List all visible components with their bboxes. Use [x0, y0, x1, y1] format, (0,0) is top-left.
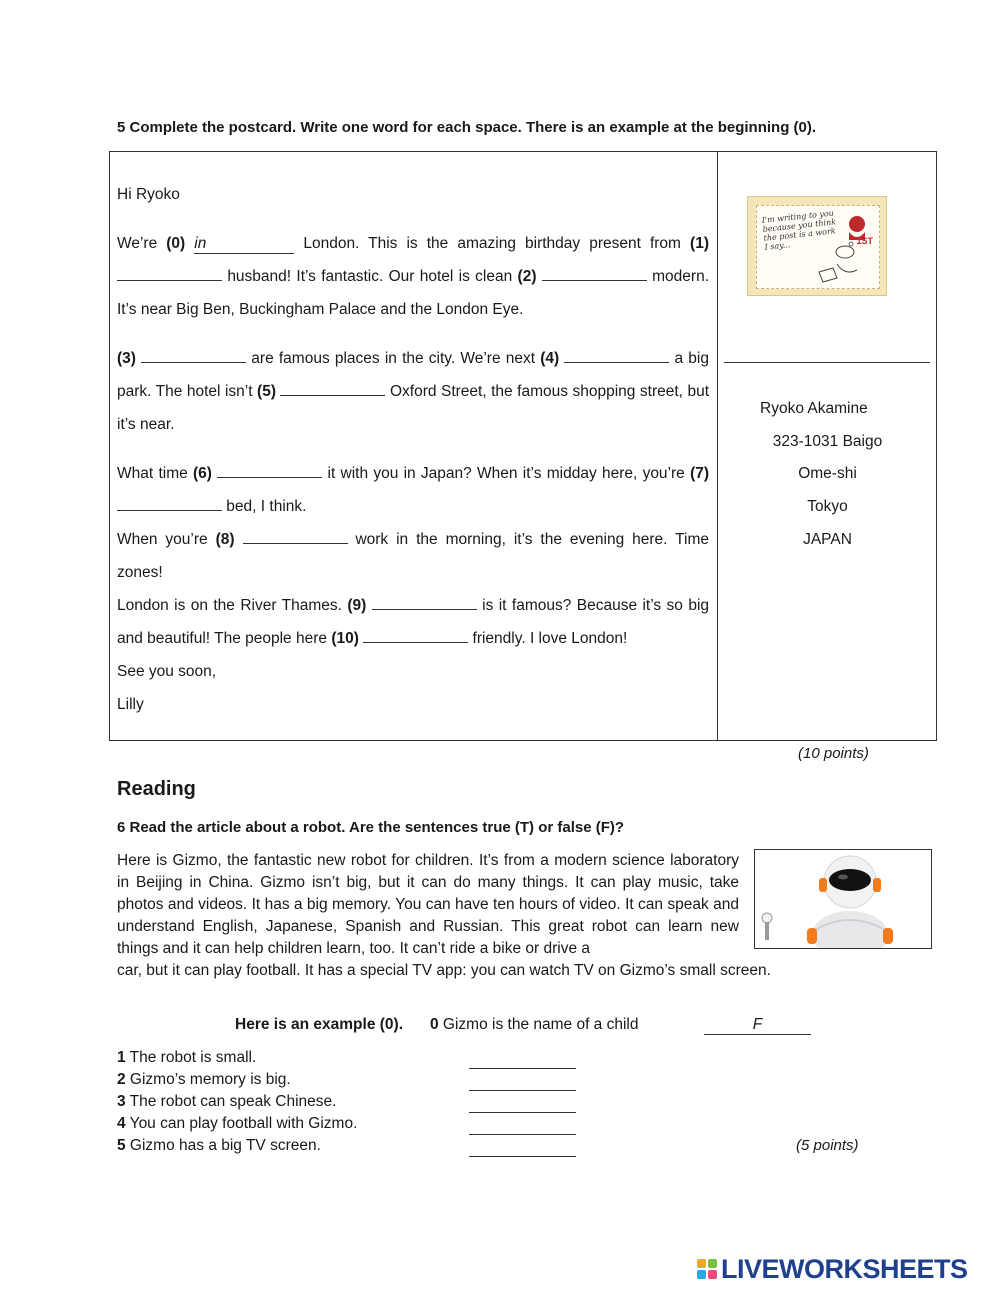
- article-text-last-line: car, but it can play football. It has a special TV app: you can watch TV on Gizmo’s small screen.: [117, 962, 771, 979]
- robot-image: [754, 849, 932, 949]
- postcard-paragraph-2: (3) are famous places in the city. We’re next (4) a big park. The hotel isn’t (5) Oxford Street, the famous shopping street, but it’s near.: [117, 342, 709, 441]
- blank-4[interactable]: [564, 344, 669, 363]
- blank-3[interactable]: [141, 344, 246, 363]
- statement-4: 4 You can play football with Gizmo.: [117, 1115, 358, 1132]
- statement-3: 3 The robot can speak Chinese.: [117, 1093, 337, 1110]
- blank-6[interactable]: [217, 459, 322, 478]
- exercise-5-points: (10 points): [798, 745, 869, 762]
- postcard-paragraph-1: We’re (0) in London. This is the amazing birthday present from (1) husband! It’s fantastic. Our hotel is clean (2) modern. It’s near Big Ben, Buckingham Palace and the London Eye.: [117, 235, 710, 318]
- postage-stamp: [747, 196, 887, 296]
- logo-text: LIVEWORKSHEETS: [721, 1254, 968, 1284]
- stamp-illustration: [757, 206, 879, 288]
- answer-blanks: [469, 1047, 576, 1157]
- address-city: Ome-shi: [798, 465, 857, 482]
- blank-1[interactable]: [117, 262, 222, 281]
- answer-blank-2[interactable]: [469, 1069, 576, 1091]
- blank-8[interactable]: [243, 525, 348, 544]
- stamp-value: 1ST: [856, 236, 873, 246]
- blank-9[interactable]: [372, 591, 477, 610]
- answer-blank-1[interactable]: [469, 1047, 576, 1069]
- answer-blank-4[interactable]: [469, 1113, 576, 1135]
- blank-2[interactable]: [542, 262, 647, 281]
- address-street: 323-1031 Baigo: [772, 433, 883, 450]
- statement-5: 5 Gizmo has a big TV screen.: [117, 1137, 321, 1154]
- liveworksheets-logo: [697, 1254, 968, 1284]
- example-statement: 0 Gizmo is the name of a child: [430, 1016, 639, 1033]
- robot-illustration: [755, 850, 932, 949]
- postcard-signoff: See you soon,: [117, 663, 217, 680]
- postcard-divider: [717, 151, 718, 741]
- address-region: Tokyo: [807, 498, 848, 515]
- blank-7[interactable]: [117, 492, 222, 511]
- reading-heading: Reading: [117, 778, 196, 800]
- article-text: Here is Gizmo, the fantastic new robot for children. It’s from a modern science laboratory in Beijing in China. Gizmo isn’t big, but it can do many things. It can play music, take photos and videos. It has a big memory. You can have ten hours of video. It can speak and understand English, Japanese, Spanish and Russian. This great robot can learn new things and it can help children learn, too. It can’t ride a bike or drive a: [117, 852, 739, 957]
- answer-blank-3[interactable]: [469, 1091, 576, 1113]
- address-country: JAPAN: [803, 531, 852, 548]
- postcard-paragraph-3: What time (6) it with you in Japan? When it’s midday here, you’re (7) bed, I think. When you’re (8) work in the morning, it’s the evening here. Time zones! London is on the River Thames. (9) is it famous? Because it’s so big and beautiful! The people here (10) friendly. I love London! See you soon, Lilly: [117, 457, 709, 721]
- stamp-handwriting: I'm writing to you because you think the post is a work I say...: [761, 208, 837, 252]
- example-label: Here is an example (0).: [235, 1016, 403, 1033]
- example-answer-0: in: [194, 235, 294, 254]
- postcard-greeting: Hi Ryoko: [117, 186, 180, 203]
- logo-icon: [697, 1259, 717, 1279]
- example-answer: F: [704, 1016, 811, 1035]
- exercise-6-title: 6 Read the article about a robot. Are the sentences true (T) or false (F)?: [117, 819, 625, 836]
- address-name: Ryoko Akamine: [760, 400, 868, 417]
- exercise-6-points: (5 points): [796, 1137, 859, 1154]
- statement-2: 2 Gizmo’s memory is big.: [117, 1071, 291, 1088]
- address-divider: [724, 362, 930, 363]
- statement-list: [117, 1047, 357, 1157]
- blank-10[interactable]: [363, 624, 468, 643]
- blank-5[interactable]: [280, 377, 385, 396]
- postcard-signature: Lilly: [117, 696, 144, 713]
- answer-blank-5[interactable]: [469, 1135, 576, 1157]
- statement-1: 1 The robot is small.: [117, 1049, 257, 1066]
- exercise-5-title: 5 Complete the postcard. Write one word for each space. There is an example at the beginning (0).: [117, 119, 817, 136]
